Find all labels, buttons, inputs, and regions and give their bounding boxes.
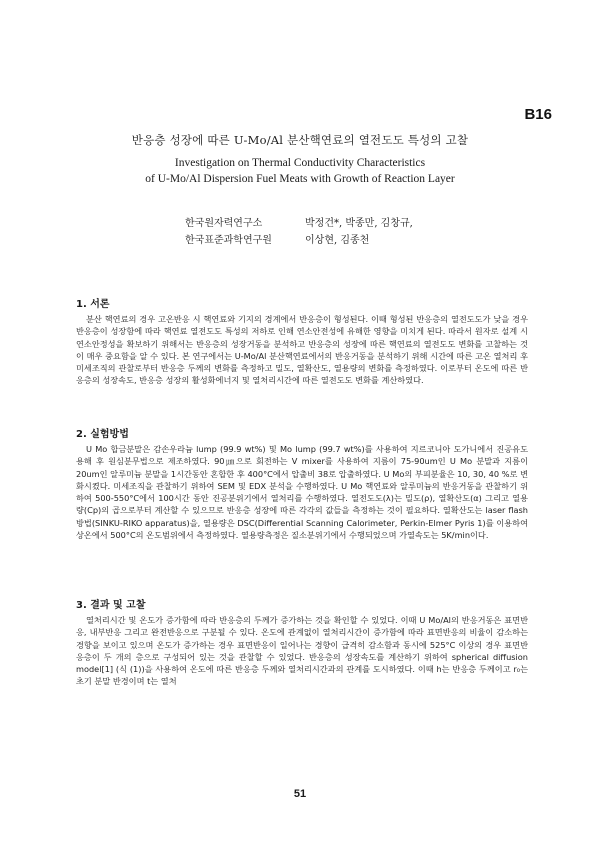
english-title	[0, 155, 600, 187]
section-heading: 3. 결과 및 고찰	[76, 600, 146, 611]
english-title-line1: Investigation on Thermal Conductivity Characteristics	[174, 157, 426, 169]
section-heading: 1. 서론	[76, 299, 110, 310]
section-body: 분산 핵연료의 경우 고온반응 시 핵연료와 기지의 경계에서 반응층이 형성된다. 이때 형성된 반응층의 열전도도가 낮을 경우 반응층이 성장함에 따라 핵연료 열전도도 특성의 저하로 인해 연소안전성에 유해한 영향을 미치게 된다. 따라서 원자로 설계 시 연소안정성을 확보하기 위해서는 반응층의 성장거동을 분석하고 반응층의 성장에 따른 핵연료의 열전도도 변화를 고찰하는 것이 매우 중요함을 알 수 있다. 본 연구에서는 U-Mo/Al 분산핵연료에서의 반응거동을 분석하기 위해 시간에 따른 고온 열처리 후 미세조직의 관찰로부터 반응층 두께의 변화를 측정하고 밀도, 열확산도, 열용량의 변화를 측정하였다. 이로부터 온도에 따른 반응층의 성장속도, 반응층 성장의 활성화에너지 및 열처리시간에 따른 열전도도 변화를 계산하였다.	[76, 314, 528, 386]
section-heading: 2. 실험방법	[76, 429, 129, 440]
author-row	[0, 232, 600, 249]
page-number: 51	[293, 788, 307, 800]
title-block	[0, 132, 600, 187]
korean-title: 반응층 성장에 따른 U-Mo/Al 분산핵연료의 열전도도 특성의 고찰	[131, 133, 469, 147]
author-names: 박정건*, 박종만, 김창규,	[305, 218, 413, 229]
author-names: 이상현, 김종천	[305, 235, 370, 246]
section-introduction	[76, 295, 528, 387]
author-row	[0, 215, 600, 232]
affiliation: 한국표준과학연구원	[185, 235, 272, 246]
affiliation: 한국원자력연구소	[185, 218, 263, 229]
section-results	[76, 596, 528, 688]
section-body: U Mo 합금분말은 감손우라늄 lump (99.9 wt%) 및 Mo lump (99.7 wt%)를 사용하여 지르코니아 도가니에서 진공유도 용해 후 원심분무법으로 제조하였다. 90㎛으로 회전하는 V mixer를 사용하여 지름이 75-90um인 U Mo 분말과 지름이 20um인 알루미늄 분말을 1시간동안 혼합한 후 400°C에서 압출비 38로 압출하였다. U Mo의 부피분율은 10, 30, 40 %로 변화시켰다. 미세조직을 관찰하기 위하여 SEM 및 EDX 분석을 수행하였다. U Mo 핵연료와 알루미늄의 반응거동을 관찰하기 위하여 500-550°C에서 100시간 동안 진공분위기에서 열처리를 수행하였다. 열전도도(λ)는 밀도(ρ), 열확산도(α) 그리고 열용량(Cp)의 곱으로부터 계산할 수 있으므로 반응층 성장에 따른 각각의 값들을 측정하는 것이 필요하다. 열확산도는 laser flash 방법(SINKU-RIKO apparatus)을, 열용량은 DSC(Differential Scanning Calorimeter, Perkin-Elmer Pyris 1)를 이용하여 상온에서 500°C의 온도범위에서 측정하였다. 열용량측정은 질소분위기에서 수행되었으며 가열속도는 5K/min이다.	[76, 444, 528, 541]
english-title-line2: of U-Mo/Al Dispersion Fuel Meats with Growth of Reaction Layer	[145, 173, 455, 185]
session-code: B16	[524, 106, 552, 123]
author-block	[0, 215, 600, 249]
section-methods	[76, 425, 528, 541]
section-body: 열처리시간 및 온도가 증가함에 따라 반응층의 두께가 증가하는 것을 확인할 수 있었다. 이때 U Mo/Al의 반응거동은 표면반응, 내부반응 그리고 완전반응으로 구분될 수 있다. 온도에 관계없이 열처리시간이 증가함에 따라 표면반응의 비율이 감소하는 경향을 보이고 있으며 온도가 증가하는 경우 표면반응이 일어나는 경향이 급격히 감소함과 동시에 525°C 이상의 경우 표면반응층이 두 개의 층으로 구성되어 있는 것을 관찰할 수 있었다. 반응층의 성장속도를 계산하기 위하여 spherical diffusion model[1] (식 (1))을 사용하여 온도에 따른 반응층 두께와 열처리시간과의 관계를 도시하였다. 이때 h는 반응층 두께이고 r₀는 초기 분말 반경이며 t는 열처	[76, 615, 528, 687]
